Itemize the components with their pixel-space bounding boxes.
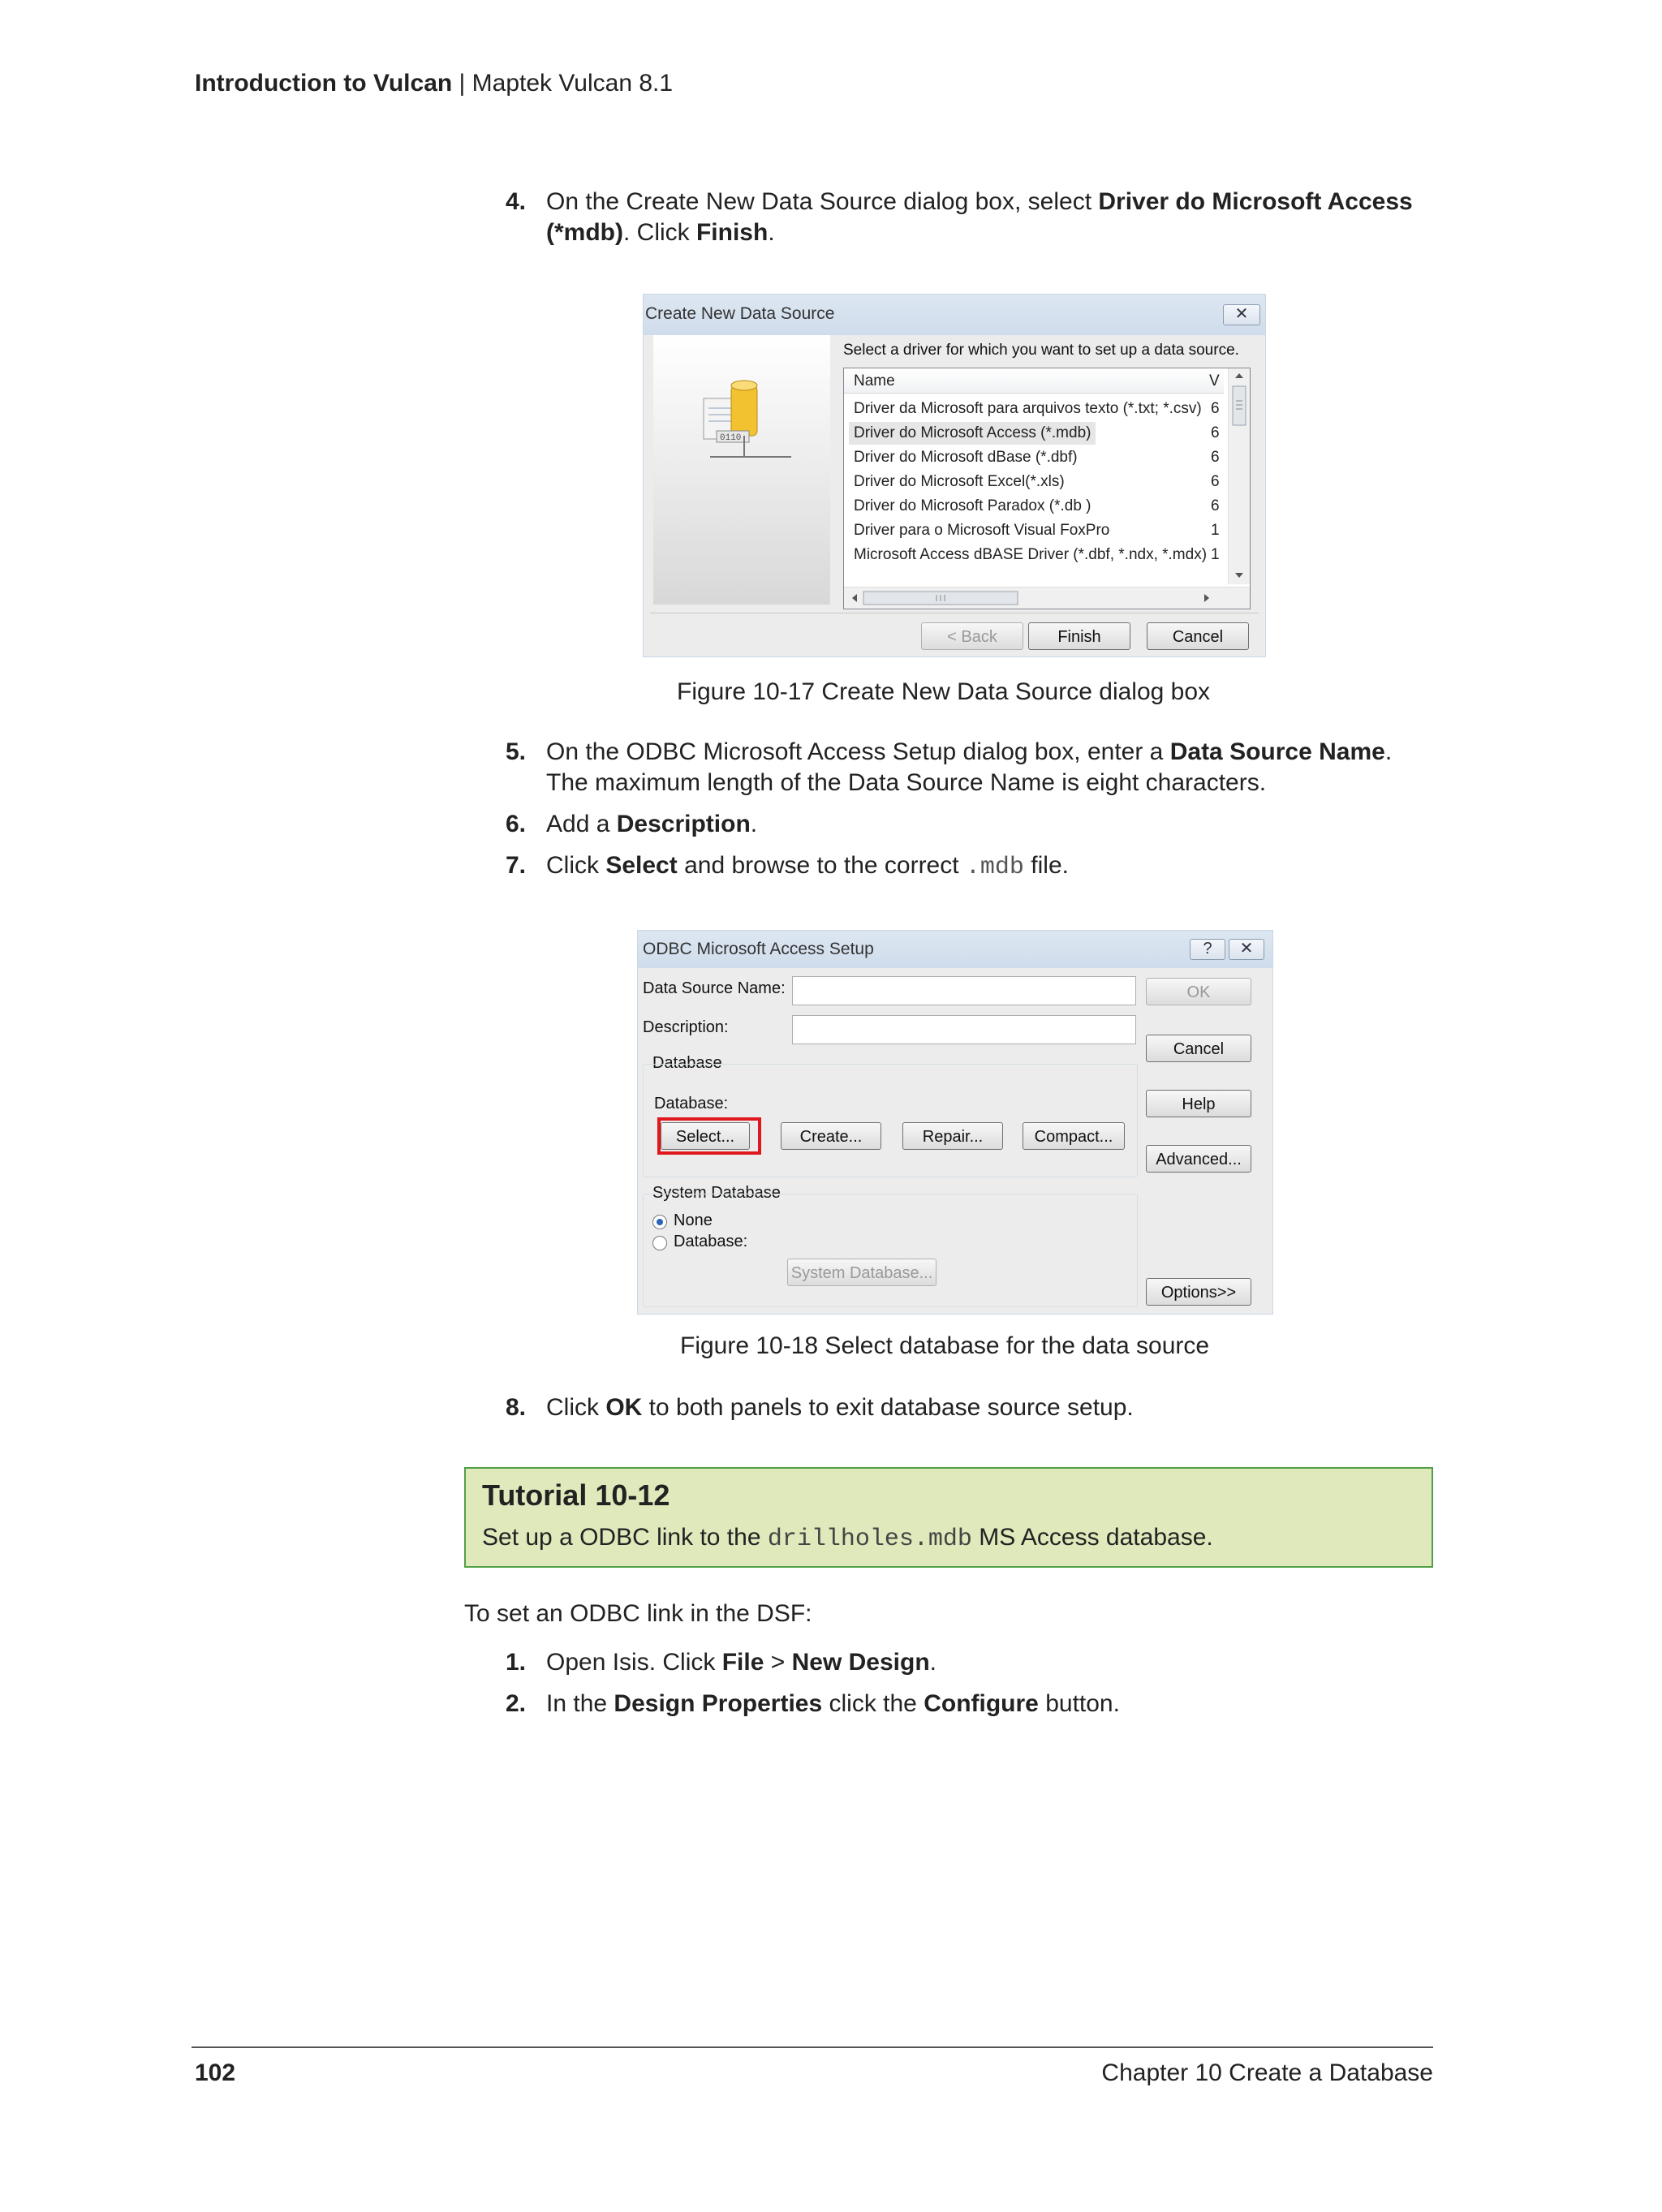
step-text-part: . bbox=[768, 219, 775, 246]
list-item-selected[interactable]: Driver do Microsoft Access (*.mdb) bbox=[849, 422, 1096, 445]
tutorial-box bbox=[464, 1467, 1433, 1568]
step-1 bbox=[506, 1647, 1439, 1678]
tutorial-title: Tutorial 10-12 bbox=[482, 1478, 670, 1512]
back-button[interactable]: < Back bbox=[921, 622, 1023, 650]
horizontal-scrollbar[interactable] bbox=[844, 587, 1250, 609]
dialog-title: Create New Data Source bbox=[645, 304, 835, 323]
step-text-part: Add a bbox=[546, 811, 617, 837]
list-header bbox=[844, 368, 1224, 394]
step-bold: Select bbox=[605, 852, 678, 879]
step-number: 1. bbox=[506, 1649, 527, 1676]
help-icon[interactable]: ? bbox=[1190, 939, 1225, 960]
none-label: None bbox=[674, 1211, 713, 1229]
description-label: Description: bbox=[643, 1018, 729, 1036]
code-text: drillholes.mdb bbox=[767, 1526, 972, 1553]
dsn-label: Data Source Name: bbox=[643, 979, 786, 997]
step-text-part: On the ODBC Microsoft Access Setup dialog box, enter a bbox=[546, 738, 1170, 765]
step-number: 5. bbox=[506, 738, 527, 765]
step-text bbox=[546, 1689, 1439, 1719]
step-number: 7. bbox=[506, 852, 527, 879]
step-text-part: to both panels to exit database source setup. bbox=[642, 1394, 1134, 1421]
system-database-button[interactable]: System Database... bbox=[787, 1259, 936, 1286]
create-data-source-dialog bbox=[643, 294, 1266, 657]
wizard-image-panel bbox=[653, 335, 830, 605]
step-number: 2. bbox=[506, 1690, 527, 1717]
figure-caption: Figure 10-17 Create New Data Source dialog box bbox=[677, 678, 1211, 705]
database-label: Database: bbox=[654, 1095, 729, 1112]
ok-button[interactable]: OK bbox=[1146, 978, 1251, 1005]
dialog-titlebar bbox=[644, 295, 1265, 335]
list-item[interactable]: Driver do Microsoft Paradox (*.db ) bbox=[854, 497, 1091, 514]
version-cell: 1 bbox=[1211, 522, 1220, 539]
dialog-titlebar bbox=[638, 931, 1272, 968]
finish-button[interactable]: Finish bbox=[1028, 622, 1130, 650]
list-item[interactable]: Driver do Microsoft dBase (*.dbf) bbox=[854, 449, 1078, 466]
step-text bbox=[546, 809, 1439, 840]
column-version-header[interactable]: V bbox=[1209, 372, 1220, 389]
step-bold: Finish bbox=[695, 219, 769, 246]
list-item[interactable]: Driver da Microsoft para arquivos texto (*.txt; *.csv) bbox=[854, 400, 1202, 417]
database-group-label: Database bbox=[652, 1054, 722, 1072]
column-name-header[interactable]: Name bbox=[854, 372, 895, 389]
help-button[interactable]: Help bbox=[1146, 1090, 1251, 1117]
version-cell: 6 bbox=[1211, 400, 1220, 417]
list-item[interactable]: Driver do Microsoft Excel(*.xls) bbox=[854, 473, 1065, 490]
none-radio[interactable] bbox=[652, 1215, 667, 1229]
header-title: Introduction to Vulcan bbox=[195, 70, 453, 97]
header-product: Maptek Vulcan 8.1 bbox=[471, 70, 674, 97]
step-bold: New Design bbox=[791, 1649, 930, 1676]
step-4 bbox=[506, 187, 1439, 248]
step-5 bbox=[506, 737, 1439, 798]
step-text-part: and browse to the correct bbox=[677, 852, 966, 879]
step-number: 6. bbox=[506, 811, 527, 837]
step-text-part: Open Isis. Click bbox=[546, 1649, 722, 1676]
data-source-name-input[interactable] bbox=[792, 976, 1136, 1005]
tutorial-text bbox=[482, 1524, 1213, 1553]
list-item[interactable]: Microsoft Access dBASE Driver (*.dbf, *.ndx, *.mdx) bbox=[854, 546, 1208, 563]
figure-caption: Figure 10-18 Select database for the data source bbox=[680, 1332, 1210, 1359]
footer-rule bbox=[192, 2046, 1433, 2048]
data-source-icon bbox=[653, 335, 830, 605]
step-bold: OK bbox=[605, 1394, 643, 1421]
version-cell: 6 bbox=[1211, 473, 1220, 490]
hscroll-arrows-icon bbox=[844, 587, 1250, 609]
step-bold: Configure bbox=[924, 1690, 1039, 1717]
header-separator: | bbox=[452, 70, 472, 97]
list-item[interactable]: Driver para o Microsoft Visual FoxPro bbox=[854, 522, 1110, 539]
highlight-box bbox=[657, 1117, 761, 1155]
select-button[interactable]: Select... bbox=[661, 1122, 750, 1150]
compact-button[interactable]: Compact... bbox=[1023, 1122, 1125, 1150]
step-number: 8. bbox=[506, 1394, 527, 1421]
step-text-part: . bbox=[929, 1649, 937, 1676]
step-text-part: On the Create New Data Source dialog box, select bbox=[546, 188, 1099, 215]
step-text bbox=[546, 187, 1439, 248]
version-cell: 6 bbox=[1211, 449, 1220, 466]
step-text bbox=[546, 737, 1439, 798]
system-database-group-label: System Database bbox=[652, 1184, 781, 1202]
driver-list[interactable] bbox=[843, 368, 1251, 609]
step-text-part: click the bbox=[822, 1690, 924, 1717]
step-text-part: file. bbox=[1023, 852, 1069, 879]
page-number: 102 bbox=[195, 2059, 236, 2086]
step-text-part: > bbox=[764, 1649, 792, 1676]
database-radio-label: Database: bbox=[674, 1233, 748, 1250]
step-bold: File bbox=[721, 1649, 764, 1676]
version-cell: 6 bbox=[1211, 497, 1220, 514]
step-bold: Design Properties bbox=[614, 1690, 823, 1717]
cancel-button[interactable]: Cancel bbox=[1146, 1035, 1251, 1062]
step-6 bbox=[506, 809, 1439, 840]
step-number: 4. bbox=[506, 188, 527, 215]
close-icon[interactable]: ✕ bbox=[1229, 939, 1264, 960]
step-text-part: . Click bbox=[622, 219, 696, 246]
scroll-arrows-icon bbox=[1229, 368, 1250, 584]
cancel-button[interactable]: Cancel bbox=[1147, 622, 1249, 650]
create-button[interactable]: Create... bbox=[781, 1122, 881, 1150]
version-cell: 1 bbox=[1211, 546, 1220, 563]
code-text: .mdb bbox=[965, 854, 1024, 881]
step-text-part: button. bbox=[1038, 1690, 1120, 1717]
dialog-title: ODBC Microsoft Access Setup bbox=[643, 940, 874, 958]
close-icon[interactable]: ✕ bbox=[1223, 304, 1260, 325]
step-text-part: In the bbox=[546, 1690, 614, 1717]
step-8 bbox=[506, 1392, 1439, 1423]
step-text bbox=[546, 1647, 1439, 1678]
chapter-title: Chapter 10 Create a Database bbox=[1101, 2059, 1433, 2086]
step-bold: Driver do Microsoft Access (*mdb) bbox=[546, 188, 1413, 246]
database-radio[interactable] bbox=[652, 1236, 667, 1250]
description-input[interactable] bbox=[792, 1015, 1136, 1044]
options-button[interactable]: Options>> bbox=[1146, 1278, 1251, 1306]
step-bold: Description bbox=[616, 811, 751, 837]
version-cell: 6 bbox=[1211, 424, 1220, 441]
step-7 bbox=[506, 850, 1439, 883]
repair-button[interactable]: Repair... bbox=[902, 1122, 1003, 1150]
vertical-scrollbar[interactable] bbox=[1228, 368, 1250, 584]
step-text bbox=[546, 850, 1439, 883]
running-header bbox=[195, 70, 673, 97]
odbc-access-setup-dialog bbox=[637, 930, 1273, 1315]
step-text bbox=[546, 1392, 1439, 1423]
step-text-part: . bbox=[750, 811, 758, 837]
step-text-part: Click bbox=[546, 1394, 606, 1421]
step-bold: Data Source Name bbox=[1169, 738, 1385, 765]
tutorial-text-part: MS Access database. bbox=[971, 1524, 1213, 1551]
intro-text: To set an ODBC link in the DSF: bbox=[464, 1600, 812, 1627]
tutorial-text-part: Set up a ODBC link to the bbox=[482, 1524, 768, 1551]
advanced-button[interactable]: Advanced... bbox=[1146, 1145, 1251, 1173]
svg-text:0110: 0110 bbox=[720, 433, 742, 443]
step-text-part: . The maximum length of the Data Source Name is eight characters. bbox=[546, 738, 1393, 796]
dialog-prompt: Select a driver for which you want to set up a data source. bbox=[843, 342, 1239, 359]
step-2 bbox=[506, 1689, 1439, 1719]
step-text-part: Click bbox=[546, 852, 606, 879]
